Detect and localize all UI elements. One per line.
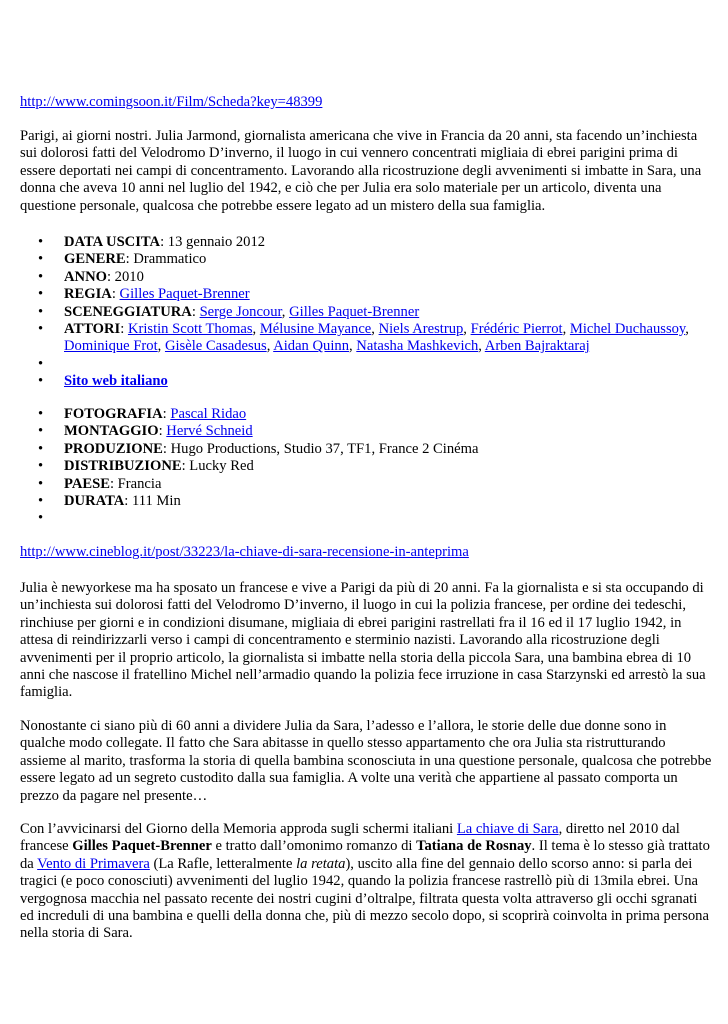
genre-value: : Drammatico	[125, 251, 207, 268]
text-span: ), uscito alla fine del gennaio dello scorso anno: si parla dei tragici (e poco conosciuti) avvenimenti del luglio 1942, quando la polizia francese rastrellò più di 13mila ebrei. Una vergognosa macchia nel passato recente dei nostri cugini d’oltralpe, filtrata questa volta attraverso gli occhi sgranati ed increduli di una bambina e quelli della donna che, più di mezzo secolo dopo, si scoprirà coinvolta in prima persona nella storia di Sara.	[20, 855, 709, 942]
actor-link[interactable]: Niels Arestrup	[378, 321, 464, 338]
review-paragraph-3	[20, 821, 712, 943]
country-value: : Francia	[109, 475, 162, 492]
director-label: REGIA	[64, 286, 112, 303]
comingsoon-link-line	[20, 94, 712, 111]
release-date-value: : 13 gennaio 2012	[160, 234, 266, 250]
cineblog-link[interactable]: http://www.cineblog.it/post/33223/la-chiave-di-sara-recensione-in-anteprima	[20, 544, 469, 560]
year-label: ANNO	[64, 268, 107, 285]
list-item	[20, 251, 710, 268]
editing-link[interactable]: Hervé Schneid	[166, 423, 253, 440]
cast-label: ATTORI	[64, 321, 121, 338]
editing-label: MONTAGGIO	[64, 423, 159, 440]
actor-link[interactable]: Kristin Scott Thomas	[127, 321, 253, 338]
intro-paragraph: Parigi, ai giorni nostri. Julia Jarmond, giornalista americana che vive in Francia da 20 anni, sta facendo un’inchiesta sui dolorosi fatti del Velodromo D’inverno, il luogo in cui vennero concentrati migliaia di ebrei parigini prima di essere deportati nei campi di concentramento. Lavorando alla ricostruzione degli avvenimenti si imbatte in Sara, una donna che aveva 10 anni nel luglio del 1942, e ciò che per Julia era solo materiale per un articolo, diventa una questione personale, qualcosa che potrebbe essere legato ad un mistero della sua famiglia.	[20, 128, 702, 214]
screenplay-label: SCENEGGIATURA	[64, 303, 192, 320]
review-paragraph-2: Nonostante ci siano più di 60 anni a dividere Julia da Sara, l’adesso e l’allora, le storie delle due donne sono in qualche modo collegate. Il fatto che Sara abitasse in quello stesso appartamento che ora Julia sta ristrutturando assieme al marito, trasforma la storia di quella bambina sconosciuta in una questione personale, qualcosa che potrebbe essere legato ad un segreto custodito dalla sua famiglia. A volte una verità che appartiene al passato comporta un prezzo da pagare nel presente…	[20, 718, 712, 804]
list-item: • ATTORI: Kristin Scott Thomas, Mélusine Mayance, Niels Arestrup, Frédéric Pierrot, Michel Duchaussoy, Dominique Frot, Gisèle Casadesus, Aidan Quinn, Natasha Mashkevich, Arben Bajraktaraj	[20, 321, 710, 356]
genre-label: GENERE	[64, 251, 126, 268]
screenwriter-link[interactable]: Serge Joncour	[199, 303, 282, 320]
director-name: Gilles Paquet-Brenner	[72, 838, 212, 855]
italian-website-link[interactable]: Sito web italiano	[64, 373, 168, 390]
photography-label: FOTOGRAFIA	[64, 406, 163, 422]
screenwriter-link[interactable]: Gilles Paquet-Brenner	[289, 303, 420, 320]
actor-link[interactable]: Aidan Quinn	[273, 338, 349, 355]
list-item	[20, 234, 710, 251]
actor-link[interactable]: Arben Bajraktaraj	[484, 338, 590, 355]
film-link[interactable]: La chiave di Sara	[456, 821, 559, 837]
distribution-label: DISTRIBUZIONE	[64, 458, 182, 475]
actor-link[interactable]: Natasha Mashkevich	[356, 338, 479, 355]
list-item: • SCENEGGIATURA: Serge Joncour, Gilles Paquet-Brenner	[20, 304, 710, 321]
cineblog-link-line	[20, 544, 712, 561]
actor-link[interactable]: Gisèle Casadesus	[164, 338, 267, 355]
list-item: • FOTOGRAFIA: Pascal Ridao	[20, 406, 710, 423]
author-name: Tatiana de Rosnay	[416, 838, 532, 855]
list-item	[20, 458, 710, 475]
text-span: e tratto dall’omonimo romanzo di	[211, 838, 417, 855]
actor-link[interactable]: Dominique Frot	[64, 338, 158, 355]
list-item	[20, 373, 710, 390]
list-item	[20, 476, 710, 493]
text-span: . Il tema è lo stesso già trattato da	[20, 838, 710, 872]
production-label: PRODUZIONE	[64, 440, 163, 457]
production-value: : Hugo Productions, Studio 37, TF1, France 2 Cinéma	[162, 440, 479, 457]
list-item-empty	[20, 356, 710, 373]
list-item: • MONTAGGIO: Hervé Schneid	[20, 423, 710, 440]
text-span: , diretto nel 2010 dal francese	[20, 821, 680, 855]
country-label: PAESE	[64, 475, 110, 492]
list-item	[20, 269, 710, 286]
comingsoon-link[interactable]: http://www.comingsoon.it/Film/Scheda?key=48399	[20, 94, 323, 110]
text-span: (La Rafle, letteralmente	[149, 855, 297, 872]
actor-link[interactable]: Frédéric Pierrot	[470, 321, 563, 338]
year-value: : 2010	[106, 268, 144, 285]
duration-value: : 111 Min	[124, 493, 181, 510]
list-item-empty	[20, 510, 710, 527]
list-item: • REGIA: Gilles Paquet-Brenner	[20, 286, 710, 303]
list-item	[20, 493, 710, 510]
photography-link[interactable]: Pascal Ridao	[170, 406, 247, 422]
director-link[interactable]: Gilles Paquet-Brenner	[119, 286, 250, 303]
review-paragraph-1: Julia è newyorkese ma ha sposato un francese e vive a Parigi da più di 20 anni. Fa la giornalista e si sta occupando di un’inchiesta sui dolorosi fatti del Velodromo D’inverno, il luogo in cui la polizia francese, per ordine dei tedeschi, rinchiuse per giorni e in condizioni disumane, migliaia di ebrei parigini rastrellati fra il 16 ed il 17 luglio 1942, in attesa di reindirizzarli verso i campi di concentramento e sterminio nazisti. Lavorando alla ricostruzione degli avvenimenti per il proprio articolo, la giornalista si imbatte nella storia della piccola Sara, una bambina ebrea di 10 anni che nascose il fratellino Michel nell’armadio quando la polizia fece irruzione in casa Starzynski ed arrestò la sua famiglia.	[20, 580, 706, 701]
actor-link[interactable]: Michel Duchaussoy	[569, 321, 686, 338]
related-film-link[interactable]: Vento di Primavera	[37, 855, 150, 872]
duration-label: DURATA	[64, 493, 125, 510]
movie-info-list-1	[20, 234, 710, 391]
release-date-label: DATA USCITA	[64, 234, 161, 250]
distribution-value: : Lucky Red	[181, 458, 254, 475]
text-span: Con l’avvicinarsi del Giorno della Memoria approda sugli schermi italiani	[20, 821, 457, 837]
actor-link[interactable]: Mélusine Mayance	[259, 321, 372, 338]
movie-info-list-2	[20, 406, 710, 528]
italic-term: la retata	[296, 855, 346, 872]
list-item	[20, 441, 710, 458]
